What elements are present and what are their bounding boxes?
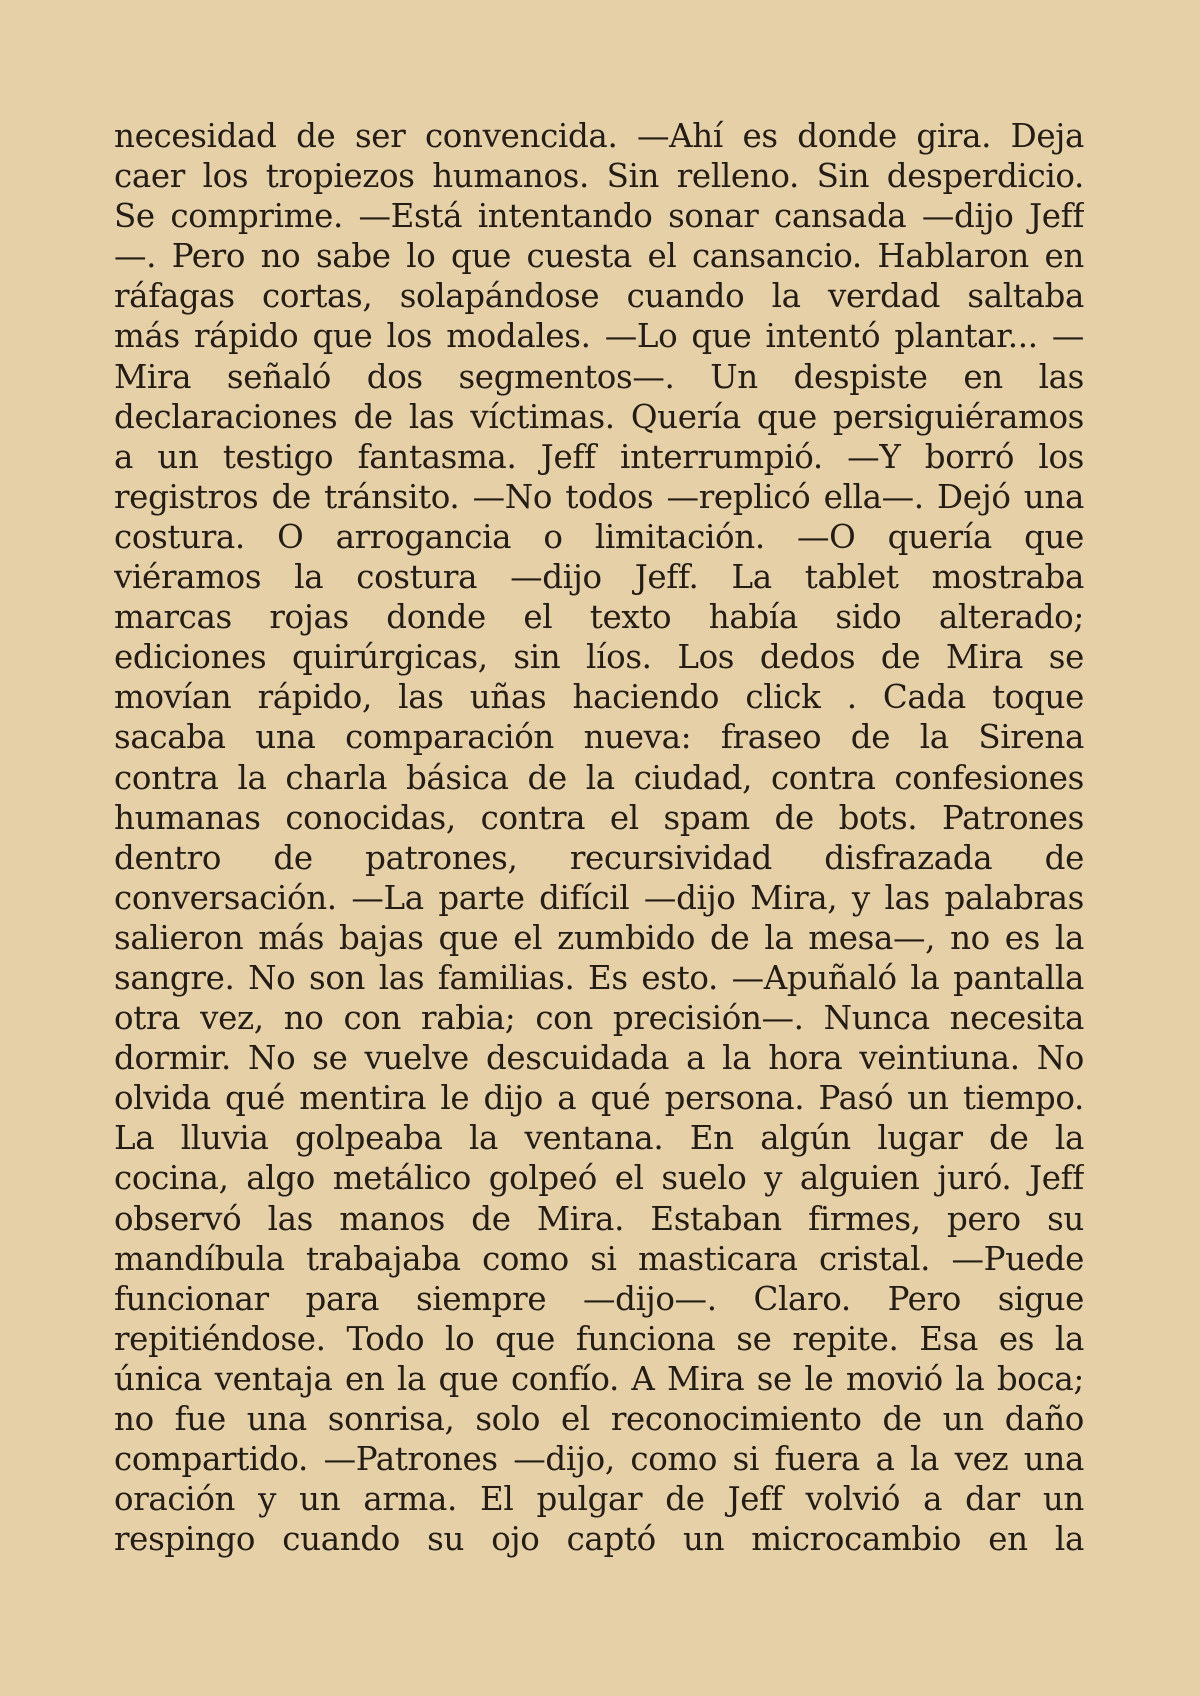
text-line: más rápido que los modales. —Lo que intentó plantar... —: [114, 317, 1084, 356]
text-line: cocina, algo metálico golpeó el suelo y alguien juró. Jeff: [114, 1159, 1084, 1198]
text-line: no fue una sonrisa, solo el reconocimiento de un daño: [114, 1400, 1084, 1438]
text-line: funcionar para siempre —dijo—. Claro. Pero sigue: [114, 1279, 1084, 1318]
text-line: declaraciones de las víctimas. Quería que persiguiéramos: [114, 397, 1084, 436]
text-line: mandíbula trabajaba como si masticara cristal. —Puede: [114, 1239, 1084, 1278]
text-line: costura. O arrogancia o limitación. —O quería que: [114, 517, 1084, 556]
text-line: caer los tropiezos humanos. Sin relleno. Sin desperdicio.: [114, 157, 1084, 196]
text-line: olvida qué mentira le dijo a qué persona. Pasó un tiempo.: [114, 1079, 1084, 1118]
text-line: movían rápido, las uñas haciendo click . Cada toque: [114, 678, 1084, 717]
text-line: observó las manos de Mira. Estaban firmes, pero su: [114, 1199, 1084, 1238]
text-line: marcas rojas donde el texto había sido alterado;: [114, 598, 1084, 637]
text-line: contra la charla básica de la ciudad, contra confesiones: [114, 758, 1084, 797]
text-line: sacaba una comparación nueva: fraseo de la Sirena: [114, 718, 1084, 757]
text-line: dormir. No se vuelve descuidada a la hora veintiuna. No: [114, 1039, 1084, 1078]
text-line: a un testigo fantasma. Jeff interrumpió. —Y borró los: [114, 437, 1084, 476]
book-page: [114, 116, 1084, 1596]
text-line: conversación. —La parte difícil —dijo Mira, y las palabras: [114, 878, 1084, 917]
body-text: [114, 116, 1084, 1559]
text-line: —. Pero no sabe lo que cuesta el cansancio. Hablaron en: [114, 237, 1084, 276]
text-line: Se comprime. —Está intentando sonar cansada —dijo Jeff: [114, 197, 1084, 236]
text-line: sangre. No son las familias. Es esto. —Apuñaló la pantalla: [114, 958, 1084, 997]
text-line: única ventaja en la que confío. A Mira se le movió la boca;: [114, 1359, 1084, 1398]
text-line: salieron más bajas que el zumbido de la mesa—, no es la: [114, 918, 1084, 957]
text-line: ráfagas cortas, solapándose cuando la verdad saltaba: [114, 277, 1084, 316]
text-line: oración y un arma. El pulgar de Jeff volvió a dar un: [114, 1480, 1084, 1519]
text-line: necesidad de ser convencida. —Ahí es donde gira. Deja: [114, 117, 1084, 155]
text-line: otra vez, no con rabia; con precisión—. Nunca necesita: [114, 999, 1084, 1038]
text-line: humanas conocidas, contra el spam de bots. Patrones: [114, 798, 1084, 837]
text-line: La lluvia golpeaba la ventana. En algún lugar de la: [114, 1119, 1084, 1158]
text-line: viéramos la costura —dijo Jeff. La tablet mostraba: [114, 558, 1084, 597]
text-line: Mira señaló dos segmentos—. Un despiste en las: [114, 357, 1084, 396]
text-line: dentro de patrones, recursividad disfrazada de: [114, 838, 1084, 877]
text-line: repitiéndose. Todo lo que funciona se repite. Esa es la: [114, 1319, 1084, 1358]
text-line: respingo cuando su ojo captó un microcambio en la: [114, 1520, 1084, 1559]
text-line: registros de tránsito. —No todos —replicó ella—. Dejó una: [114, 477, 1084, 516]
text-line: ediciones quirúrgicas, sin líos. Los dedos de Mira se: [114, 638, 1084, 677]
text-line: compartido. —Patrones —dijo, como si fuera a la vez una: [114, 1440, 1084, 1479]
